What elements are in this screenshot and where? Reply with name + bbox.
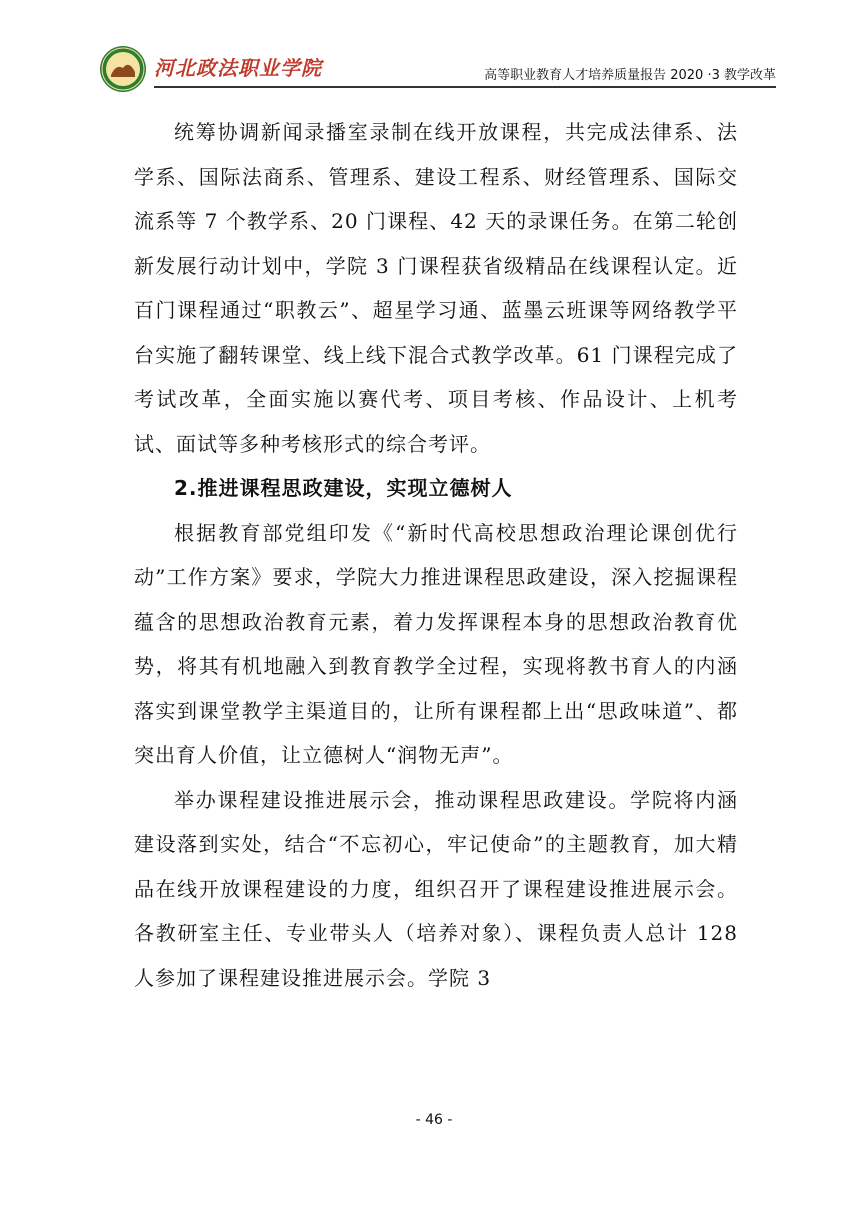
paragraph-course-showcase: 举办课程建设推进展示会，推动课程思政建设。学院将内涵建设落到实处，结合“不忘初心，牢记使命”的主题教育，加大精品在线开放课程建设的力度，组织召开了课程建设推进展示会。各教研室主任、专业带头人（培养对象）、课程负责人总计 128 人参加了课程建设推进展示会。学院 3 bbox=[134, 787, 738, 990]
school-name: 河北政法职业学院 bbox=[154, 56, 322, 80]
report-title: 高等职业教育人才培养质量报告 2020 ·3 教学改革 bbox=[484, 68, 776, 83]
paragraph-online-courses: 统筹协调新闻录播室录制在线开放课程，共完成法律系、法学系、国际法商系、管理系、建设工程系、财经管理系、国际交流系等 7 个教学系、20 门课程、42 天的录课任务。在第二轮创新发展行动计划中，学院 3 门课程获省级精品在线课程认定。近百门课程通过“职教云”、超星学习通、蓝墨云班课等网络教学平台实施了翻转课堂、线上线下混合式教学改革。61 门课程完成了考试改革，全面实施以赛代考、项目考核、作品设计、上机考试、面试等多种考核形式的综合考评。 bbox=[134, 120, 738, 456]
section-heading: 2.推进课程思政建设，实现立德树人 bbox=[174, 476, 513, 500]
document-body bbox=[134, 110, 738, 1000]
page-number: - 46 - bbox=[415, 1112, 453, 1128]
paragraph-ideological-education: 根据教育部党组印发《“新时代高校思想政治理论课创优行动”工作方案》要求，学院大力推进课程思政建设，深入挖掘课程蕴含的思想政治教育元素，着力发挥课程本身的思想政治教育优势，将其有机地融入到教育教学全过程，实现将教书育人的内涵落实到课堂教学主渠道目的，让所有课程都上出“思政味道”、都突出育人价值，让立德树人“润物无声”。 bbox=[134, 520, 738, 767]
school-logo bbox=[98, 44, 148, 94]
page-header bbox=[96, 40, 776, 90]
header-divider bbox=[154, 86, 776, 88]
